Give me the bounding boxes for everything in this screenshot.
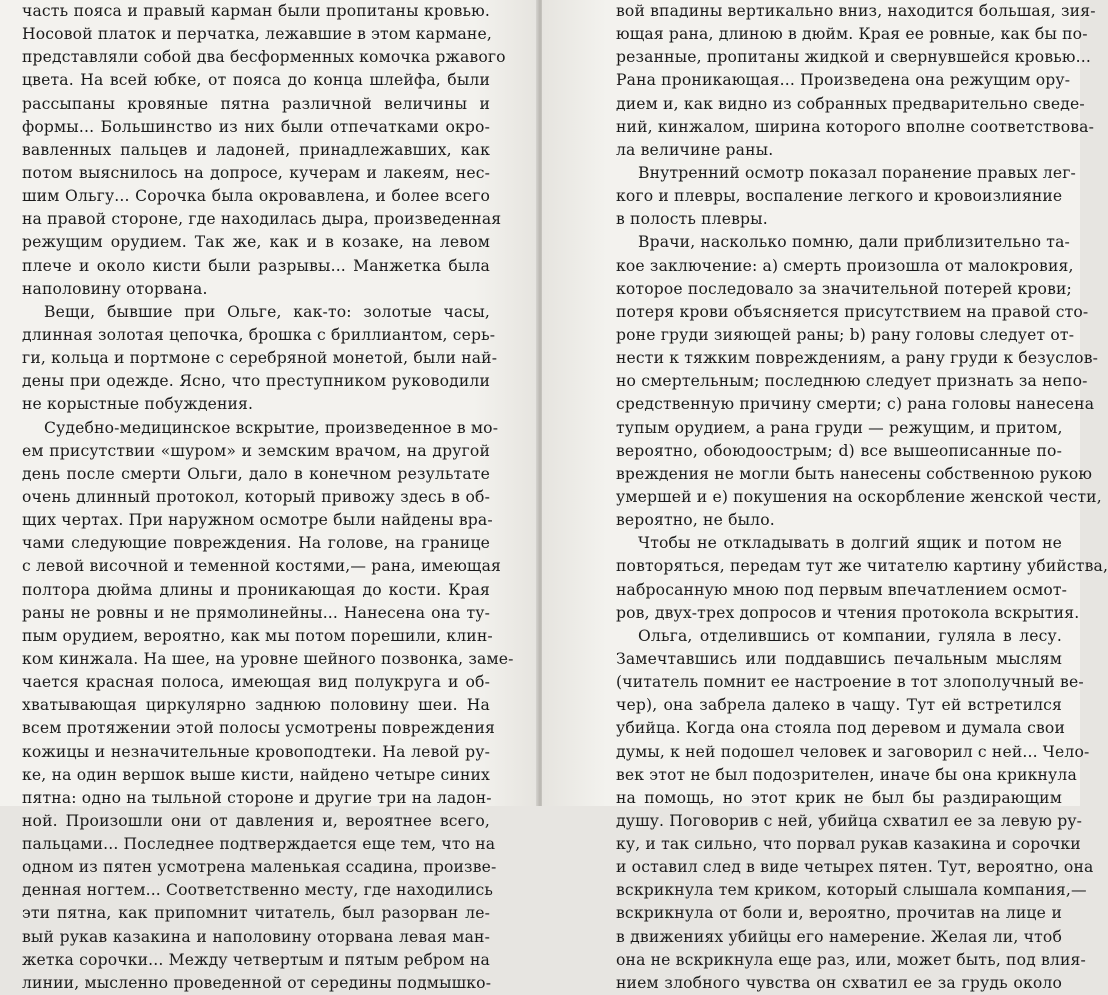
text-line: кое заключение: a) смерть произошла от малокровия, xyxy=(616,256,1074,275)
text-line: часть пояса и правый карман были пропитаны кровью. xyxy=(22,2,490,20)
left-page xyxy=(0,0,538,992)
text-line: она не вскрикнула еще раз, или, может быть, под влия- xyxy=(616,950,1086,969)
text-line: плече и около кисти были разрывы... Манжетка была xyxy=(22,256,490,275)
text-line: эти пятна, как припомнит читатель, был разорван ле- xyxy=(22,904,490,923)
text-line: режущим орудием. Так же, как и в козаке, на левом xyxy=(22,233,490,252)
text-line: тупым орудием, а рана груди — режущим, и притом, xyxy=(616,418,1063,437)
text-line: с левой височной и теменной костями,— рана, имеющая xyxy=(22,557,502,576)
text-line: пятна: одно на тыльной стороне и другие три на ладон- xyxy=(22,788,492,807)
text-line: ний, кинжалом, ширина которого вполне соответствова- xyxy=(616,117,1095,136)
text-line: представляли собой два бесформенных комочка ржавого xyxy=(22,48,506,67)
text-line: чер), она забрела далеко в чащу. Тут ей встретился xyxy=(616,696,1062,715)
text-line: вскрикнула тем криком, который слышала компания,— xyxy=(616,881,1087,900)
text-line: которое последовало за значительной потерей крови; xyxy=(616,279,1072,298)
text-line: нием злобного чувства он схватил ее за грудь около xyxy=(616,973,1062,992)
text-line: ров, двух-трех допросов и чтения протокола вскрытия. xyxy=(616,603,1080,622)
text-line: день после смерти Ольги, дало в конечном результате xyxy=(22,464,490,483)
text-line: пальцами... Последнее подтверждается еще тем, что на xyxy=(22,835,496,854)
text-line: кожицы и незначительные кровоподтеки. На левой ру- xyxy=(22,742,490,761)
text-line: вреждения не могли быть нанесены собственною рукою xyxy=(616,464,1093,483)
text-line: ги, кольца и портмоне с серебряной монетой, были най- xyxy=(22,349,498,368)
text-line: вероятно, не было. xyxy=(616,511,775,530)
text-line: Внутренний осмотр показал поранение правых лег- xyxy=(638,163,1076,182)
text-line: пым орудием, вероятно, как мы потом порешили, клин- xyxy=(22,626,493,645)
text-line: думы, к ней подошел человек и заговорил с ней... Чело- xyxy=(616,742,1090,761)
text-line: рассыпаны кровяные пятна различной величины и xyxy=(22,94,490,113)
text-line: душу. Поговорив с ней, убийца схватил ее за левую ру- xyxy=(616,811,1083,830)
text-line: резанные, пропитаны жидкой и свернувшейся кровью... xyxy=(616,48,1091,67)
text-line: вавленных пальцев и ладоней, принадлежавших, как xyxy=(22,140,490,159)
text-line: линии, мысленно проведенной от середины подмышко- xyxy=(22,973,492,992)
text-line: вой впадины вертикально вниз, находится большая, зия- xyxy=(616,2,1096,20)
text-line: очень длинный протокол, который привожу здесь в об- xyxy=(22,487,490,506)
text-line: ла величине раны. xyxy=(616,140,774,159)
right-page-text xyxy=(616,0,1108,995)
text-line: вый рукав казакина и наполовину оторвана левая ман- xyxy=(22,927,490,946)
text-line: раны не ровны и не прямолинейны... Нанесена она ту- xyxy=(22,603,490,622)
text-line: полтора дюйма длины и проникающая до кости. Края xyxy=(22,580,490,599)
text-line: чами следующие повреждения. На голове, на границе xyxy=(22,534,490,553)
text-line: не корыстные побуждения. xyxy=(22,395,254,414)
text-line: дием и, как видно из собранных предварительно сведе- xyxy=(616,94,1085,113)
text-line: потом выяснилось на допросе, кучерам и лакеям, нес- xyxy=(22,163,490,182)
left-page-text xyxy=(22,0,514,995)
text-line: и оставил след в виде четырех пятен. Тут, вероятно, она xyxy=(616,858,1094,877)
text-line: ем присутствии «шуром» и земским врачом, на другой xyxy=(22,441,490,460)
text-line: ком кинжала. На шее, на уровне шейного позвонка, заме- xyxy=(22,649,514,668)
text-line: Врачи, насколько помню, дали приблизительно та- xyxy=(638,233,1070,252)
text-line: цвета. На всей юбке, от пояса до конца шлейфа, были xyxy=(22,71,490,90)
text-line: Судебно-медицинское вскрытие, произведенное в мо- xyxy=(44,418,499,437)
text-line: жетка сорочки... Между четвертым и пятым ребром на xyxy=(22,950,490,969)
text-line: убийца. Когда она стояла под деревом и думала свои xyxy=(616,719,1065,738)
text-line: щих чертах. При наружном осмотре были найдены вра- xyxy=(22,511,493,530)
text-line: длинная золотая цепочка, брошка с бриллиантом, серь- xyxy=(22,325,496,344)
text-line: в движениях убийцы его намерение. Желая ли, чтоб xyxy=(616,927,1062,946)
text-line: хватывающая циркулярно заднюю половину шеи. На xyxy=(22,696,490,715)
text-line: в полость плевры. xyxy=(616,210,768,229)
text-line: дены при одежде. Ясно, что преступником руководили xyxy=(22,372,490,391)
text-line: всем протяжении этой полосы усмотрены повреждения xyxy=(22,719,495,738)
text-line: Ольга, отделившись от компании, гуляла в лесу. xyxy=(638,626,1062,645)
text-line: на помощь, но этот крик не был бы раздирающим xyxy=(616,788,1062,807)
text-line: Чтобы не откладывать в долгий ящик и потом не xyxy=(638,534,1062,553)
text-line: Рана проникающая... Произведена она режущим ору- xyxy=(616,71,1071,90)
text-line: чается красная полоса, имеющая вид полукруга и об- xyxy=(22,673,490,692)
text-line: повторяться, передам тут же читателю картину убийства, xyxy=(616,557,1108,576)
text-line: век этот не был подозрителен, иначе бы она крикнула xyxy=(616,765,1077,784)
text-line: Вещи, бывшие при Ольге, как-то: золотые часы, xyxy=(44,302,490,321)
text-line: Замечтавшись или поддавшись печальным мыслям xyxy=(616,649,1062,668)
text-line: вскрикнула от боли и, вероятно, прочитав на лице и xyxy=(616,904,1062,923)
text-line: ке, на один вершок выше кисти, найдено четыре синих xyxy=(22,765,490,784)
text-line: нести к тяжким повреждениям, а рану груди к безуслов- xyxy=(616,349,1099,368)
right-page xyxy=(542,0,1108,992)
text-line: ной. Произошли они от давления и, вероятнее всего, xyxy=(22,811,490,830)
text-line: набросанную мною под первым впечатлением осмот- xyxy=(616,580,1068,599)
text-line: денная ногтем... Соответственно месту, где находились xyxy=(22,881,494,900)
text-line: средственную причину смерти; c) рана головы нанесена xyxy=(616,395,1095,414)
text-line: роне груди зияющей раны; b) рану головы следует от- xyxy=(616,325,1075,344)
text-line: но смертельным; последнюю следует признать за непо- xyxy=(616,372,1088,391)
text-line: наполовину оторвана. xyxy=(22,279,208,298)
text-line: ющая рана, длиною в дюйм. Края ее ровные, как бы по- xyxy=(616,25,1088,44)
text-line: одном из пятен усмотрена маленькая ссадина, произве- xyxy=(22,858,497,877)
text-line: ку, и так сильно, что порвал рукав казакина и сорочки xyxy=(616,835,1081,854)
text-line: (читатель помнит ее настроение в тот злополучный ве- xyxy=(616,673,1084,692)
text-line: вероятно, обоюдоострым; d) все вышеописанные по- xyxy=(616,441,1062,460)
text-line: кого и плевры, воспаление легкого и кровоизлияние xyxy=(616,187,1063,206)
text-line: на правой стороне, где находилась дыра, произведенная xyxy=(22,210,502,229)
text-line: потеря крови объясняется присутствием на правой сто- xyxy=(616,302,1089,321)
text-line: формы... Большинство из них были отпечатками окро- xyxy=(22,117,490,136)
text-line: Носовой платок и перчатка, лежавшие в этом кармане, xyxy=(22,25,492,44)
text-line: умершей и e) покушения на оскорбление женской чести, xyxy=(616,487,1102,506)
text-line: шим Ольгу... Сорочка была окровавлена, и более всего xyxy=(22,187,490,206)
